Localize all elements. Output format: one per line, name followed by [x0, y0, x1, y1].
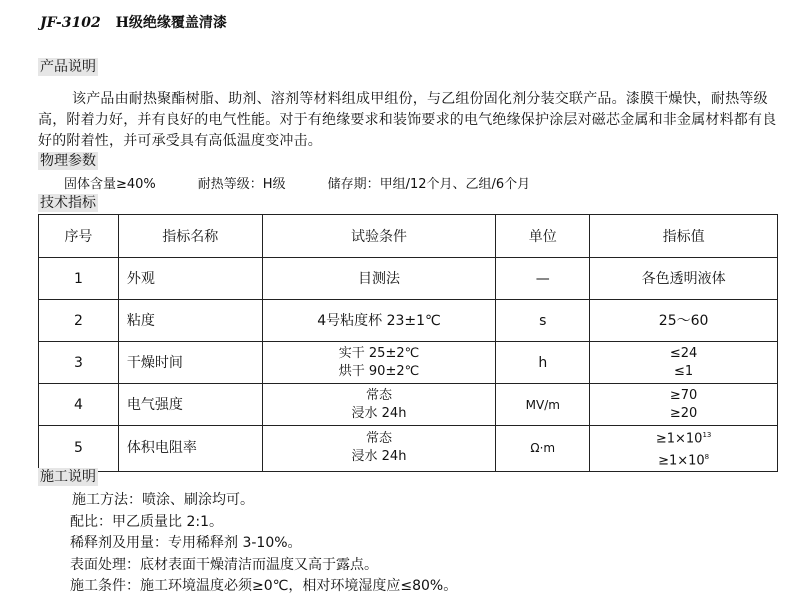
list-item: 表面处理：底材表面干燥清洁而温度又高于露点。 [70, 556, 378, 573]
spec-table [38, 214, 778, 472]
row-name: 干燥时间 [118, 342, 262, 384]
condition-line-1: 实干 25±2℃ [338, 345, 420, 361]
row-unit: s [496, 300, 590, 342]
condition-line-2: 浸水 24h [351, 449, 407, 465]
value-exponent: 13 [702, 431, 712, 439]
row-condition [262, 426, 496, 472]
value-exponent: 8 [704, 453, 710, 462]
row-no: 3 [39, 342, 119, 384]
row-unit: Ω·m [496, 426, 590, 472]
table-row [39, 342, 778, 384]
product-name: H级绝缘覆盖清漆 [115, 15, 227, 31]
condition-line-2: 烘干 90±2℃ [338, 363, 420, 379]
row-no: 2 [39, 300, 119, 342]
value-line-2: ≤1 [674, 363, 694, 379]
list-item: 施工方法：喷涂、刷涂均可。 [72, 492, 254, 508]
row-value: 25～60 [590, 300, 778, 342]
section-heading-intro: 产品说明 [40, 59, 96, 75]
row-value: 各色透明液体 [590, 258, 778, 300]
physical-params [64, 173, 572, 192]
row-unit: — [496, 258, 590, 300]
header-unit: 单位 [496, 215, 590, 258]
row-name: 电气强度 [118, 384, 262, 426]
row-value [590, 384, 778, 426]
solid-content: 固体含量≥40% [64, 177, 156, 192]
heat-grade: 耐热等级：H级 [197, 177, 286, 192]
row-condition: 4号粘度杯 23±1℃ [262, 300, 496, 342]
storage-period: 储存期：甲组/12个月、乙组/6个月 [327, 177, 531, 192]
row-name: 粘度 [118, 300, 262, 342]
table-row [39, 258, 778, 300]
section-heading-construction: 施工说明 [40, 469, 96, 485]
table-row [39, 300, 778, 342]
document-title [40, 12, 227, 32]
section-heading-tech: 技术指标 [40, 195, 96, 211]
row-no: 4 [39, 384, 119, 426]
condition-line-1: 常态 [365, 387, 392, 403]
row-condition [262, 384, 496, 426]
row-no: 5 [39, 426, 119, 472]
value-base: ≥1×10 [655, 431, 703, 447]
table-row [39, 426, 778, 472]
condition-line-1: 常态 [365, 431, 392, 447]
table-row [39, 384, 778, 426]
row-value [590, 342, 778, 384]
row-value [590, 426, 778, 472]
intro-paragraph: 该产品由耐热聚酯树脂、助剂、溶剂等材料组成甲组份，与乙组份固化剂分装交联产品。漆膜干燥快，耐热等级高，附着力好，并有良好的电气性能。对于有绝缘要求和装饰要求的电气绝缘保护涂层对磁芯金属和非金属材料都有良好的附着性，并可承受具有高低温度变冲击。 [38, 91, 777, 149]
row-name: 外观 [118, 258, 262, 300]
row-unit: MV/m [496, 384, 590, 426]
table-header-row [39, 215, 778, 258]
list-item: 施工条件：施工环境温度必须≥0℃，相对环境湿度应≤80%。 [70, 578, 458, 594]
product-code: JF-3102 [40, 15, 101, 31]
list-item: 稀释剂及用量：专用稀释剂 3-10%。 [70, 535, 302, 551]
list-item: 配比：甲乙质量比 2:1。 [70, 513, 223, 530]
value-base: ≥1×10 [658, 453, 705, 469]
condition-line-2: 浸水 24h [351, 405, 407, 421]
row-no: 1 [39, 258, 119, 300]
row-unit: h [496, 342, 590, 384]
header-value: 指标值 [590, 215, 778, 258]
header-condition: 试验条件 [262, 215, 496, 258]
value-line-2 [590, 448, 777, 470]
header-name: 指标名称 [118, 215, 262, 258]
value-line-1: ≤24 [669, 345, 698, 361]
value-line-1 [590, 426, 777, 448]
construction-notes [72, 490, 457, 598]
section-heading-physical: 物理参数 [40, 153, 96, 169]
header-no: 序号 [39, 215, 119, 258]
row-name: 体积电阻率 [118, 426, 262, 472]
value-line-2: ≥20 [669, 405, 698, 421]
value-line-1: ≥70 [669, 387, 698, 403]
row-condition: 目测法 [262, 258, 496, 300]
row-condition [262, 342, 496, 384]
